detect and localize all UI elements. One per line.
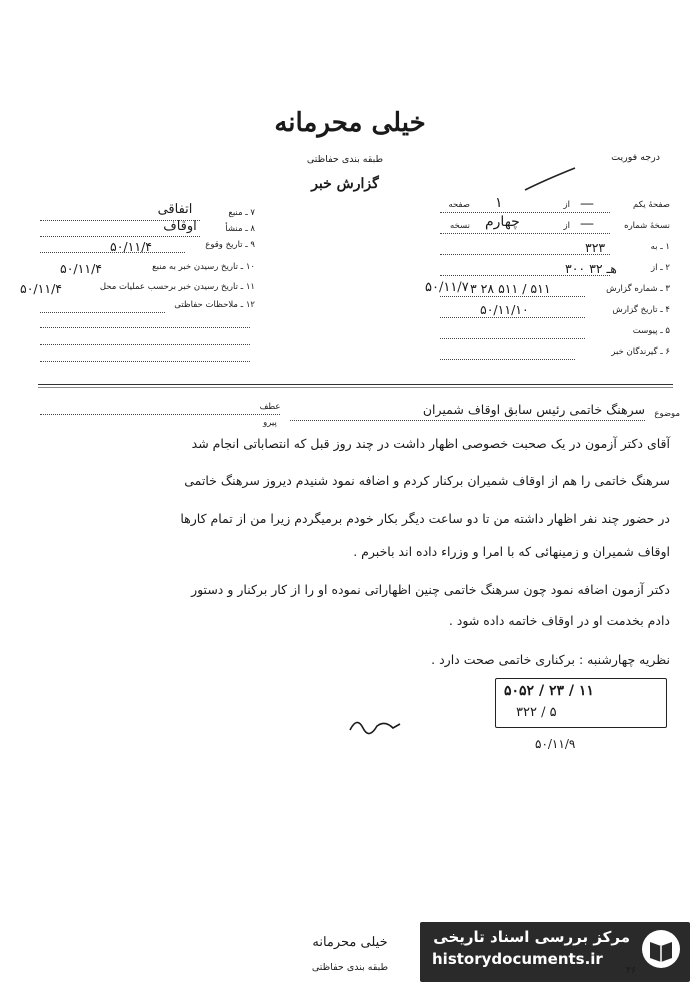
separator-line: [38, 384, 673, 385]
watermark-site: historydocuments.ir: [432, 950, 603, 968]
field-received-source-label: ۱۰ ـ تاریخ رسیدن خبر به منبع: [152, 262, 255, 272]
watermark-org-name: مرکز بررسی اسناد تاریخی: [433, 928, 630, 946]
subject-side-top: عطف: [259, 402, 281, 412]
field-received-source-value: ۵۰/۱۱/۴: [60, 261, 102, 276]
field-report-date-value: ۵۰/۱۱/۱۰: [480, 302, 529, 317]
body-line-1: آقای دکتر آزمون در یک صحبت خصوصی اظهار داشت در چند روز قبل که انتصاباتی انجام شد: [191, 436, 670, 451]
book-icon: [640, 928, 682, 970]
field-report-date-line: [440, 317, 585, 318]
field-copy: نسخهٔ شماره از نسخه: [450, 221, 670, 231]
report-number-handwritten: ۵۰/۱۱/۷: [425, 280, 469, 295]
priority-scribble: [520, 165, 580, 195]
field-received-ops-label: ۱۱ ـ تاریخ رسیدن خبر برحسب عملیات محل: [99, 282, 255, 292]
field-remarks-line-3: [40, 344, 250, 345]
footer-classification-level: طبقه بندی حفاظتی: [311, 962, 389, 973]
field-from-label: ۲ ـ از: [651, 263, 670, 273]
field-report-date-label: ۴ ـ تاریخ گزارش: [612, 305, 670, 315]
stamp-note: ۵۰/۱۱/۹: [535, 737, 576, 751]
field-page-total: ۱: [495, 195, 503, 211]
subject-side-bottom: پیرو: [263, 418, 277, 428]
field-received-ops-value: ۵۰/۱۱/۴: [20, 281, 62, 296]
body-line-6: دادم بخدمت او در اوقاف خاتمه داده شود .: [448, 613, 670, 628]
field-origin-value: اوقاف: [163, 219, 197, 234]
field-origin-line: [40, 236, 200, 237]
body-line-7: نظریه چهارشنبه : برکناری خاتمی صحت دارد .: [431, 652, 670, 667]
body-line-2: سرهنگ خاتمی را هم از اوقاف شمیران برکنار کردم و اضافه نمود شنیدم دیروز سرهنگ خاتمی: [184, 473, 670, 488]
field-remarks-line-1: [40, 312, 165, 313]
field-report-number-value: ۳ ۲۸ ۵۱۱ / ۵۱۱: [470, 281, 551, 296]
signature: [345, 712, 405, 740]
field-event-date-label: ۹ ـ تاریخ وقوع: [205, 240, 255, 250]
field-origin-label: ۸ ـ منشأ: [225, 224, 255, 234]
field-copy-line: [440, 233, 610, 234]
field-from-value: ۳۰۰ هـ ۳۲: [565, 261, 617, 276]
field-to-value: ۳۲۳: [585, 240, 606, 255]
field-remarks-line-4: [40, 361, 250, 362]
field-to-label: ۱ ـ به: [650, 242, 670, 252]
registration-stamp: [495, 678, 667, 728]
field-report-number-line: [440, 296, 585, 297]
field-event-date-value: ۵۰/۱۱/۴: [110, 239, 152, 254]
body-line-4: اوقاف شمیران و زمینهائی که با امرا و وزراء داده اند باخبرم .: [353, 544, 670, 559]
field-source-label: ۷ ـ منبع: [228, 208, 255, 218]
page-number: ۴۶: [626, 965, 637, 976]
field-attachment-label: ۵ ـ پیوست: [632, 326, 670, 336]
field-recipients-line: [440, 359, 575, 360]
subject-line: [290, 420, 645, 421]
priority-label: درجه فوریت: [611, 152, 660, 163]
field-page: صفحهٔ یکم از صفحه: [448, 200, 670, 210]
footer-handwritten-classification: خیلی محرمانه: [312, 935, 388, 950]
field-attachment-line: [440, 338, 585, 339]
field-remarks-line-2: [40, 327, 250, 328]
classification-title: خیلی محرمانه: [274, 108, 426, 138]
stamp-line-2: ۳۲۲ / ۵: [516, 705, 557, 720]
report-title: گزارش خبر: [311, 176, 379, 192]
field-page-value: —: [580, 196, 594, 212]
field-recipients-label: ۶ ـ گیرندگان خبر: [611, 347, 670, 357]
field-copy-total: چهارم: [485, 214, 520, 230]
field-copy-value: —: [580, 216, 594, 232]
subject-value: سرهنگ خاتمی رئیس سابق اوقاف شمیران: [422, 402, 645, 417]
field-page-line: [440, 212, 610, 213]
body-line-5: دکتر آزمون اضافه نمود چون سرهنگ خاتمی چنین اظهاراتی نموده او را از کار برکنار و دستور: [191, 582, 670, 597]
field-remarks-label: ۱۲ ـ ملاحظات حفاظتی: [174, 300, 255, 310]
subject-side-line: [40, 414, 280, 415]
subject-label: موضوع: [654, 409, 680, 419]
field-report-number-label: ۳ ـ شماره گزارش: [606, 284, 670, 294]
separator-line-thin: [38, 387, 673, 388]
classification-level-label: طبقه بندی حفاظتی: [306, 154, 384, 165]
body-line-3: در حضور چند نفر اظهار داشته من تا دو ساعت دیگر بکار خودم برمیگردم زیرا من از تمام کارها: [180, 511, 670, 526]
field-source-value: اتفاقی: [157, 202, 193, 217]
stamp-line-1: ۵۰۵۲ / ۲۳ / ۱۱: [504, 683, 594, 699]
